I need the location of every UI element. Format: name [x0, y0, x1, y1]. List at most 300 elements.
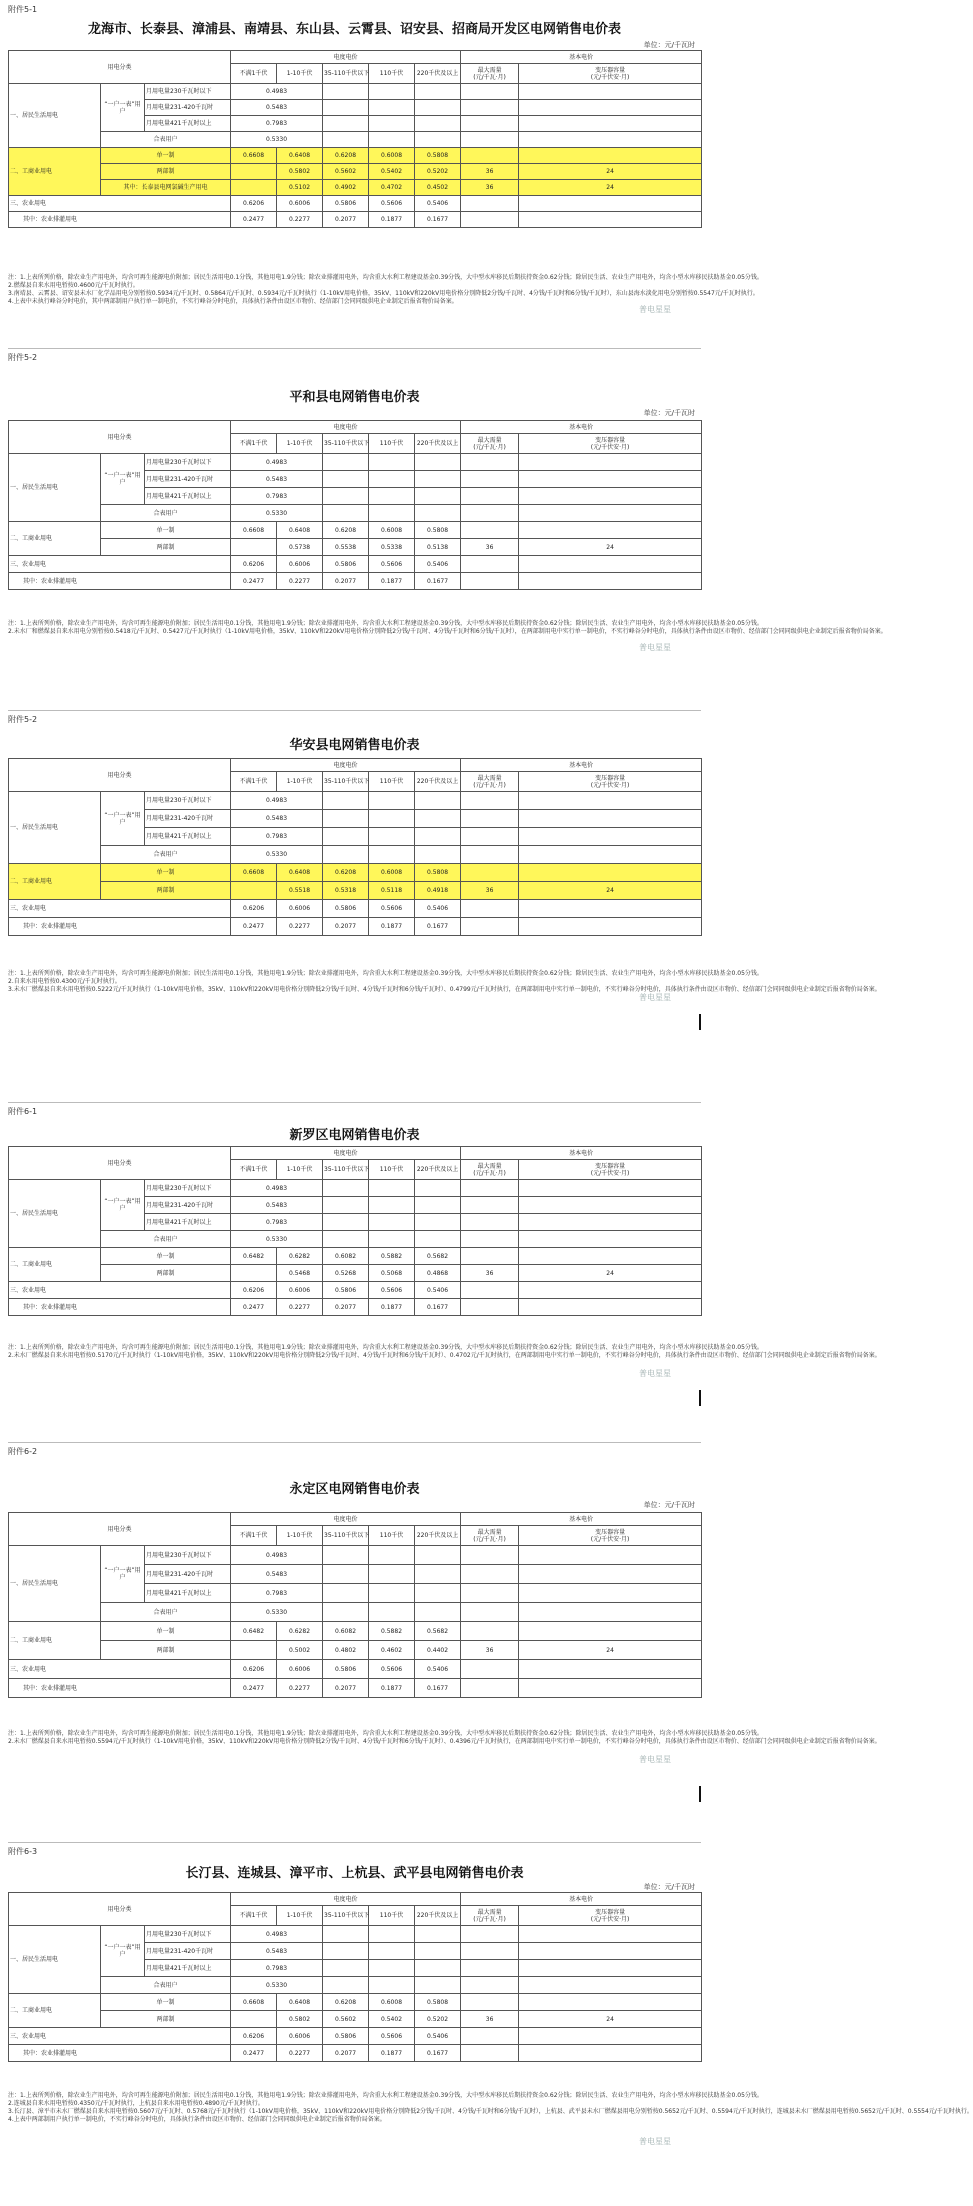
- note-line: 2.自来水用电暂按0.4300元/千瓦时执行。: [8, 978, 121, 985]
- edge-mark: [699, 1786, 701, 1802]
- price-cell: 0.6408: [277, 864, 323, 882]
- tier-2-price: 0.5483: [231, 1565, 323, 1584]
- watermark: 普电星星: [639, 643, 671, 652]
- tariff-table: [8, 420, 702, 590]
- price-cell: [231, 164, 277, 180]
- price-cell: 0.1677: [415, 212, 461, 228]
- price-cell: 0.5118: [369, 882, 415, 900]
- price-cell: 0.2477: [231, 573, 277, 590]
- tariff-sheet-5: [8, 1446, 881, 1836]
- price-cell: 0.5606: [369, 2028, 415, 2045]
- price-cell: 0.5806: [323, 1282, 369, 1299]
- price-cell: 0.6608: [231, 864, 277, 882]
- sheet-title: 华安县电网销售电价表: [289, 738, 420, 753]
- header-v3: 35-110千伏以下: [323, 1526, 369, 1546]
- annex-label: 附件5-1: [8, 5, 38, 14]
- tier-3-label: 月用电量421千瓦时以上: [145, 1214, 231, 1231]
- dual-label: 两部制: [101, 164, 231, 180]
- row-agri: 三、农业用电: [9, 1282, 231, 1299]
- header-capacity: 变压器容量 (元/千伏安·月): [519, 1160, 702, 1180]
- capacity-cell: 24: [519, 164, 702, 180]
- price-cell: 0.6206: [231, 1660, 277, 1679]
- divider: [8, 710, 701, 711]
- price-cell: 0.6208: [323, 1994, 369, 2011]
- price-cell: 0.5606: [369, 1282, 415, 1299]
- price-cell: 0.5318: [323, 882, 369, 900]
- tariff-sheet-3: [8, 714, 881, 1094]
- demand-cell: 36: [461, 1265, 519, 1282]
- header-capacity: 变压器容量 (元/千伏安·月): [519, 772, 702, 792]
- price-cell: 0.4902: [323, 180, 369, 196]
- header-v4: 110千伏: [369, 1526, 415, 1546]
- price-cell: 0.6206: [231, 900, 277, 918]
- header-v3: 35-110千伏以下: [323, 1906, 369, 1926]
- tier-3-price: 0.7983: [231, 828, 323, 846]
- shared-price: 0.5330: [231, 1977, 323, 1994]
- shared-price: 0.5330: [231, 1231, 323, 1248]
- header-v3: 35-110千伏以下: [323, 772, 369, 792]
- header-category: 用电分类: [9, 51, 231, 84]
- shared-price: 0.5330: [231, 846, 323, 864]
- price-cell: 0.2277: [277, 918, 323, 936]
- tier-2-label: 月用电量231-420千瓦时: [145, 1197, 231, 1214]
- shared-label: 合表用户: [101, 1231, 231, 1248]
- row-one-meter: “一户一表”用户: [101, 1180, 145, 1231]
- header-v5: 220千伏及以上: [415, 1906, 461, 1926]
- tier-3-price: 0.7983: [231, 116, 323, 132]
- price-cell: 0.6006: [277, 556, 323, 573]
- header-energy-price: 电度电价: [231, 1893, 461, 1906]
- row-one-meter: “一户一表”用户: [101, 1546, 145, 1603]
- row-industry: 二、工商业用电: [9, 522, 101, 556]
- tier-1-label: 月用电量230千瓦时以下: [145, 1546, 231, 1565]
- price-cell: 0.1877: [369, 1299, 415, 1316]
- header-category: 用电分类: [9, 421, 231, 454]
- demand-cell: 36: [461, 882, 519, 900]
- unit-label: 单位：元/千瓦时: [643, 1883, 695, 1891]
- annex-label: 附件6-2: [8, 1447, 38, 1456]
- price-cell: 0.5808: [415, 1994, 461, 2011]
- header-capacity: 变压器容量 (元/千伏安·月): [519, 1526, 702, 1546]
- price-cell: 0.5808: [415, 522, 461, 539]
- shared-label: 合表用户: [101, 505, 231, 522]
- price-cell: 0.1677: [415, 918, 461, 936]
- note-line: 注：1.上表所列价格，除农业生产用电外，均含可再生能源电价附加；居民生活用电0.1分钱，其他用电1.9分钱；除农业排灌用电外，均含重大水利工程建设基金0.39分钱，大中型水库移民后期扶持资金0.62分钱；除居民生活、农业生产用电外，均含小型水库移民扶助基金0.05分钱。: [8, 1730, 763, 1737]
- tier-3-label: 月用电量421千瓦时以上: [145, 828, 231, 846]
- edge-mark: [699, 1014, 701, 1030]
- price-cell: 0.5402: [369, 164, 415, 180]
- price-cell: 0.5682: [415, 1622, 461, 1641]
- header-v1: 不满1千伏: [231, 434, 277, 454]
- header-basic-price: 基本电价: [461, 1893, 702, 1906]
- row-drainage: 其中：农业排灌用电: [9, 212, 231, 228]
- price-cell: 0.5806: [323, 900, 369, 918]
- header-v4: 110千伏: [369, 434, 415, 454]
- row-agri: 三、农业用电: [9, 556, 231, 573]
- price-cell: 0.5538: [323, 539, 369, 556]
- price-cell: 0.1677: [415, 1679, 461, 1698]
- divider: [8, 1102, 701, 1103]
- single-label: 单一制: [101, 1622, 231, 1641]
- price-cell: 0.2077: [323, 2045, 369, 2062]
- price-cell: 0.5406: [415, 196, 461, 212]
- tier-2-label: 月用电量231-420千瓦时: [145, 100, 231, 116]
- watermark: 普电星星: [639, 2137, 671, 2146]
- price-cell: 0.5606: [369, 1660, 415, 1679]
- price-cell: 0.2077: [323, 212, 369, 228]
- sheet-title: 平和县电网销售电价表: [289, 390, 420, 405]
- price-cell: 0.6408: [277, 522, 323, 539]
- special-label: 其中：长泰县电网氯碱生产用电: [101, 180, 231, 196]
- tariff-table: [8, 1146, 702, 1316]
- tier-2-price: 0.5483: [231, 1943, 323, 1960]
- price-cell: 0.4918: [415, 882, 461, 900]
- note-line: 注：1.上表所列价格，除农业生产用电外，均含可再生能源电价附加；居民生活用电0.1分钱，其他用电1.9分钱；除农业排灌用电外，均含重大水利工程建设基金0.39分钱，大中型水库移民后期扶持资金0.62分钱；除居民生活、农业生产用电外，均含小型水库移民扶助基金0.05分钱。: [8, 274, 763, 281]
- price-cell: 0.2077: [323, 573, 369, 590]
- header-category: 用电分类: [9, 1513, 231, 1546]
- row-resident: 一、居民生活用电: [9, 792, 101, 864]
- header-capacity: 变压器容量 (元/千伏安·月): [519, 64, 702, 84]
- tier-1-price: 0.4983: [231, 454, 323, 471]
- shared-label: 合表用户: [101, 1977, 231, 1994]
- price-cell: 0.1677: [415, 2045, 461, 2062]
- header-basic-price: 基本电价: [461, 421, 702, 434]
- note-line: 2.连城县自来水用电暂按0.4350元/千瓦时执行，上杭县自来水用电暂按0.4890元/千瓦时执行。: [8, 2100, 264, 2107]
- price-cell: 0.1677: [415, 1299, 461, 1316]
- shared-price: 0.5330: [231, 1603, 323, 1622]
- header-v4: 110千伏: [369, 64, 415, 84]
- note-line: 4.上表中两部制用户执行单一制电价，不实行峰谷分时电价，具体执行条件由设区市物价、经信部门会同同级供电企业制定后报省物价局备案。: [8, 2116, 386, 2123]
- price-cell: 0.6006: [277, 1660, 323, 1679]
- header-demand: 最大需量 (元/千瓦·月): [461, 434, 519, 454]
- header-v3: 35-110千伏以下: [323, 1160, 369, 1180]
- shared-price: 0.5330: [231, 505, 323, 522]
- capacity-cell: 24: [519, 882, 702, 900]
- annex-label: 附件6-3: [8, 1847, 38, 1856]
- single-label: 单一制: [101, 864, 231, 882]
- header-v5: 220千伏及以上: [415, 1160, 461, 1180]
- header-demand: 最大需量 (元/千瓦·月): [461, 1526, 519, 1546]
- header-energy-price: 电度电价: [231, 759, 461, 772]
- price-cell: 0.5202: [415, 164, 461, 180]
- row-one-meter: “一户一表”用户: [101, 792, 145, 846]
- price-cell: 0.5808: [415, 148, 461, 164]
- dual-label: 两部制: [101, 1641, 231, 1660]
- row-resident: 一、居民生活用电: [9, 1546, 101, 1622]
- price-cell: 0.6608: [231, 148, 277, 164]
- shared-price: 0.5330: [231, 132, 323, 148]
- price-cell: 0.1877: [369, 573, 415, 590]
- demand-cell: 36: [461, 2011, 519, 2028]
- shared-label: 合表用户: [101, 846, 231, 864]
- price-cell: 0.2077: [323, 1299, 369, 1316]
- capacity-cell: 24: [519, 539, 702, 556]
- header-v2: 1-10千伏: [277, 434, 323, 454]
- header-v1: 不满1千伏: [231, 1526, 277, 1546]
- row-industry: 二、工商业用电: [9, 148, 101, 196]
- price-cell: 0.6208: [323, 148, 369, 164]
- price-cell: 0.2477: [231, 2045, 277, 2062]
- divider: [8, 1842, 701, 1843]
- tariff-table: [8, 1892, 702, 2062]
- watermark: 普电星星: [639, 305, 671, 314]
- tariff-sheet-1: [8, 4, 763, 344]
- price-cell: 0.6008: [369, 1994, 415, 2011]
- row-agri: 三、农业用电: [9, 2028, 231, 2045]
- tariff-table: [8, 758, 702, 936]
- tier-1-price: 0.4983: [231, 1546, 323, 1565]
- price-cell: [231, 1641, 277, 1660]
- tier-3-price: 0.7983: [231, 1960, 323, 1977]
- price-cell: 0.5102: [277, 180, 323, 196]
- header-capacity: 变压器容量 (元/千伏安·月): [519, 434, 702, 454]
- header-v2: 1-10千伏: [277, 772, 323, 792]
- price-cell: 0.1877: [369, 918, 415, 936]
- row-agri: 三、农业用电: [9, 900, 231, 918]
- shared-label: 合表用户: [101, 1603, 231, 1622]
- price-cell: 0.5602: [323, 164, 369, 180]
- note-line: 2.未水厂燃煤县自来水用电暂按0.5170元/千瓦时执行（1-10kV用电价格，35kV、110kV和220kV用电价格分别降低2分钱/千瓦时、4分钱/千瓦时和6分钱/千瓦时）、0.4702元/千瓦时执行，在两部制用电中实行单一制电价，不实行峰谷分时电价，具体执行条件由设区市物价、经信部门会同同级供电企业制定后报省物价局备案。: [8, 1352, 881, 1359]
- price-cell: 0.5338: [369, 539, 415, 556]
- price-cell: [231, 180, 277, 196]
- price-cell: 0.6008: [369, 864, 415, 882]
- row-resident: 一、居民生活用电: [9, 1926, 101, 1994]
- row-industry: 二、工商业用电: [9, 1622, 101, 1660]
- header-v5: 220千伏及以上: [415, 772, 461, 792]
- dual-label: 两部制: [101, 1265, 231, 1282]
- row-one-meter: “一户一表”用户: [101, 454, 145, 505]
- price-cell: 0.5738: [277, 539, 323, 556]
- unit-label: 单位：元/千瓦时: [643, 41, 695, 49]
- price-cell: 0.6008: [369, 148, 415, 164]
- capacity-cell: 24: [519, 1265, 702, 1282]
- note-line: 2.燃煤县自来水用电暂按0.4600元/千瓦时执行。: [8, 282, 139, 289]
- row-one-meter: “一户一表”用户: [101, 84, 145, 132]
- price-cell: 0.1877: [369, 2045, 415, 2062]
- header-demand: 最大需量 (元/千瓦·月): [461, 64, 519, 84]
- row-drainage: 其中：农业排灌用电: [9, 1299, 231, 1316]
- unit-label: 单位：元/千瓦时: [643, 1501, 695, 1509]
- header-v2: 1-10千伏: [277, 64, 323, 84]
- capacity-cell: 24: [519, 1641, 702, 1660]
- tier-3-label: 月用电量421千瓦时以上: [145, 488, 231, 505]
- note-line: 4.上表中未执行峰谷分时电价，其中两部制用户执行单一制电价，不实行峰谷分时电价，具体执行条件由设区市物价、经信部门会同同级供电企业制定后报省物价局备案。: [8, 298, 458, 305]
- notes: [8, 1344, 881, 1360]
- header-energy-price: 电度电价: [231, 1513, 461, 1526]
- sheet-title: 长汀县、连城县、漳平市、上杭县、武平县电网销售电价表: [185, 1866, 524, 1881]
- sheet-title: 新罗区电网销售电价表: [289, 1128, 420, 1143]
- tier-2-price: 0.5483: [231, 810, 323, 828]
- row-industry: 二、工商业用电: [9, 1994, 101, 2028]
- price-cell: 0.6408: [277, 148, 323, 164]
- price-cell: 0.5882: [369, 1622, 415, 1641]
- tier-3-price: 0.7983: [231, 488, 323, 505]
- dual-label: 两部制: [101, 2011, 231, 2028]
- unit-label: 单位：元/千瓦时: [643, 409, 695, 417]
- watermark: 普电星星: [639, 993, 671, 1002]
- price-cell: 0.4702: [369, 180, 415, 196]
- price-cell: 0.5802: [277, 2011, 323, 2028]
- price-cell: 0.5806: [323, 1660, 369, 1679]
- row-drainage: 其中：农业排灌用电: [9, 2045, 231, 2062]
- notes: [8, 620, 887, 636]
- tier-3-label: 月用电量421千瓦时以上: [145, 1584, 231, 1603]
- price-cell: 0.6282: [277, 1622, 323, 1641]
- header-basic-price: 基本电价: [461, 759, 702, 772]
- price-cell: 0.6482: [231, 1622, 277, 1641]
- price-cell: 0.6006: [277, 2028, 323, 2045]
- price-cell: 0.2077: [323, 1679, 369, 1698]
- note-line: 注：1.上表所列价格，除农业生产用电外，均含可再生能源电价附加；居民生活用电0.1分钱，其他用电1.9分钱；除农业排灌用电外，均含重大水利工程建设基金0.39分钱，大中型水库移民后期扶持资金0.62分钱；除居民生活、农业生产用电外，均含小型水库移民扶助基金0.05分钱。: [8, 970, 763, 977]
- price-cell: 0.5202: [415, 2011, 461, 2028]
- header-category: 用电分类: [9, 1893, 231, 1926]
- notes: [8, 1730, 881, 1746]
- tier-2-price: 0.5483: [231, 100, 323, 116]
- header-v3: 35-110千伏以下: [323, 64, 369, 84]
- tier-1-price: 0.4983: [231, 1180, 323, 1197]
- capacity-cell: 24: [519, 180, 702, 196]
- header-v2: 1-10千伏: [277, 1160, 323, 1180]
- tier-2-label: 月用电量231-420千瓦时: [145, 1565, 231, 1584]
- price-cell: 0.5808: [415, 864, 461, 882]
- header-category: 用电分类: [9, 1147, 231, 1180]
- header-v1: 不满1千伏: [231, 64, 277, 84]
- header-category: 用电分类: [9, 759, 231, 792]
- price-cell: [231, 882, 277, 900]
- tier-2-label: 月用电量231-420千瓦时: [145, 471, 231, 488]
- edge-mark: [699, 1390, 701, 1406]
- note-line: 注：1.上表所列价格，除农业生产用电外，均含可再生能源电价附加；居民生活用电0.1分钱，其他用电1.9分钱；除农业排灌用电外，均含重大水利工程建设基金0.39分钱，大中型水库移民后期扶持资金0.62分钱；除居民生活、农业生产用电外，均含小型水库移民扶助基金0.05分钱。: [8, 2092, 763, 2099]
- row-industry: 二、工商业用电: [9, 864, 101, 900]
- tier-2-price: 0.5483: [231, 471, 323, 488]
- annex-label: 附件5-2: [8, 715, 38, 724]
- price-cell: 0.6608: [231, 522, 277, 539]
- price-cell: 0.5606: [369, 196, 415, 212]
- price-cell: 0.5406: [415, 900, 461, 918]
- annex-label: 附件5-2: [8, 353, 38, 362]
- row-drainage: 其中：农业排灌用电: [9, 1679, 231, 1698]
- header-v4: 110千伏: [369, 1160, 415, 1180]
- tier-1-price: 0.4983: [231, 1926, 323, 1943]
- header-v1: 不满1千伏: [231, 1160, 277, 1180]
- price-cell: 0.4402: [415, 1641, 461, 1660]
- row-resident: 一、居民生活用电: [9, 1180, 101, 1248]
- price-cell: 0.6482: [231, 1248, 277, 1265]
- price-cell: 0.5802: [277, 164, 323, 180]
- price-cell: 0.6408: [277, 1994, 323, 2011]
- price-cell: 0.5518: [277, 882, 323, 900]
- row-one-meter: “一户一表”用户: [101, 1926, 145, 1977]
- header-demand: 最大需量 (元/千瓦·月): [461, 1906, 519, 1926]
- tier-3-price: 0.7983: [231, 1214, 323, 1231]
- header-v1: 不满1千伏: [231, 772, 277, 792]
- price-cell: 0.6608: [231, 1994, 277, 2011]
- price-cell: 0.5682: [415, 1248, 461, 1265]
- price-cell: 0.5406: [415, 1660, 461, 1679]
- tariff-sheet-4: [8, 1106, 881, 1436]
- price-cell: 0.1877: [369, 212, 415, 228]
- header-basic-price: 基本电价: [461, 1147, 702, 1160]
- price-cell: 0.2277: [277, 212, 323, 228]
- note-line: 注：1.上表所列价格，除农业生产用电外，均含可再生能源电价附加；居民生活用电0.1分钱，其他用电1.9分钱；除农业排灌用电外，均含重大水利工程建设基金0.39分钱，大中型水库移民后期扶持资金0.62分钱；除居民生活、农业生产用电外，均含小型水库移民扶助基金0.05分钱。: [8, 1344, 763, 1351]
- tariff-sheet-6: [8, 1846, 973, 2202]
- price-cell: 0.5268: [323, 1265, 369, 1282]
- header-v2: 1-10千伏: [277, 1526, 323, 1546]
- row-resident: 一、居民生活用电: [9, 454, 101, 522]
- price-cell: 0.5606: [369, 900, 415, 918]
- dual-label: 两部制: [101, 539, 231, 556]
- tier-3-price: 0.7983: [231, 1584, 323, 1603]
- tier-1-label: 月用电量230千瓦时以下: [145, 792, 231, 810]
- price-cell: 0.6006: [277, 1282, 323, 1299]
- price-cell: [231, 2011, 277, 2028]
- price-cell: 0.5606: [369, 556, 415, 573]
- price-cell: 0.5806: [323, 196, 369, 212]
- price-cell: 0.6206: [231, 2028, 277, 2045]
- single-label: 单一制: [101, 1248, 231, 1265]
- price-cell: 0.6082: [323, 1248, 369, 1265]
- row-resident: 一、居民生活用电: [9, 84, 101, 148]
- tariff-sheet-2: [8, 352, 887, 702]
- tier-2-price: 0.5483: [231, 1197, 323, 1214]
- price-cell: 0.1877: [369, 1679, 415, 1698]
- header-v3: 35-110千伏以下: [323, 434, 369, 454]
- header-capacity: 变压器容量 (元/千伏安·月): [519, 1906, 702, 1926]
- row-drainage: 其中：农业排灌用电: [9, 573, 231, 590]
- price-cell: 0.5806: [323, 556, 369, 573]
- price-cell: 0.6206: [231, 196, 277, 212]
- price-cell: 0.2477: [231, 918, 277, 936]
- header-v1: 不满1千伏: [231, 1906, 277, 1926]
- header-energy-price: 电度电价: [231, 421, 461, 434]
- shared-label: 合表用户: [101, 132, 231, 148]
- price-cell: 0.5402: [369, 2011, 415, 2028]
- tier-1-label: 月用电量230千瓦时以下: [145, 1180, 231, 1197]
- notes: [8, 274, 763, 306]
- tier-3-label: 月用电量421千瓦时以上: [145, 1960, 231, 1977]
- price-cell: 0.5468: [277, 1265, 323, 1282]
- price-cell: 0.6006: [277, 900, 323, 918]
- header-v4: 110千伏: [369, 772, 415, 792]
- row-industry: 二、工商业用电: [9, 1248, 101, 1282]
- price-cell: 0.1677: [415, 573, 461, 590]
- price-cell: 0.2477: [231, 1299, 277, 1316]
- note-line: 3.长汀县、漳平市未水厂燃煤县自来水用电暂按0.5607元/千瓦时、0.5768元/千瓦时执行（1-10kV用电价格，35kV、110kV和220kV用电价格分别降低2分钱/千瓦时、4分钱/千瓦时和6分钱/千瓦时），上杭县、武平县未水厂燃煤县用电分别暂按0.5652元/千瓦时、0.5594元/千瓦时执行，连城县未水厂燃煤县用电暂按0.5652元/千瓦时、0.5554元/千瓦时执行。: [8, 2108, 973, 2115]
- row-drainage: 其中：农业排灌用电: [9, 918, 231, 936]
- header-basic-price: 基本电价: [461, 1513, 702, 1526]
- price-cell: [231, 1265, 277, 1282]
- header-v2: 1-10千伏: [277, 1906, 323, 1926]
- price-cell: 0.2477: [231, 212, 277, 228]
- price-cell: 0.5002: [277, 1641, 323, 1660]
- capacity-cell: 24: [519, 2011, 702, 2028]
- header-demand: 最大需量 (元/千瓦·月): [461, 772, 519, 792]
- demand-cell: 36: [461, 539, 519, 556]
- price-cell: 0.4502: [415, 180, 461, 196]
- divider: [8, 1442, 701, 1443]
- header-v4: 110千伏: [369, 1906, 415, 1926]
- row-agri: 三、农业用电: [9, 1660, 231, 1679]
- single-label: 单一制: [101, 522, 231, 539]
- dual-label: 两部制: [101, 882, 231, 900]
- single-label: 单一制: [101, 1994, 231, 2011]
- watermark: 普电星星: [639, 1755, 671, 1764]
- header-v5: 220千伏及以上: [415, 434, 461, 454]
- note-line: 3.未水厂燃煤县自来水用电暂按0.5222元/千瓦时执行（1-10kV用电价格，35kV、110kV和220kV用电价格分别降低2分钱/千瓦时、4分钱/千瓦时和6分钱/千瓦时）、0.4799元/千瓦时执行，在两部制用电中实行单一制电价，不实行峰谷分时电价，具体执行条件由设区市物价、经信部门会同同级供电企业制定后报省物价局备案。: [8, 986, 881, 993]
- price-cell: 0.6282: [277, 1248, 323, 1265]
- price-cell: 0.6008: [369, 522, 415, 539]
- price-cell: 0.6206: [231, 556, 277, 573]
